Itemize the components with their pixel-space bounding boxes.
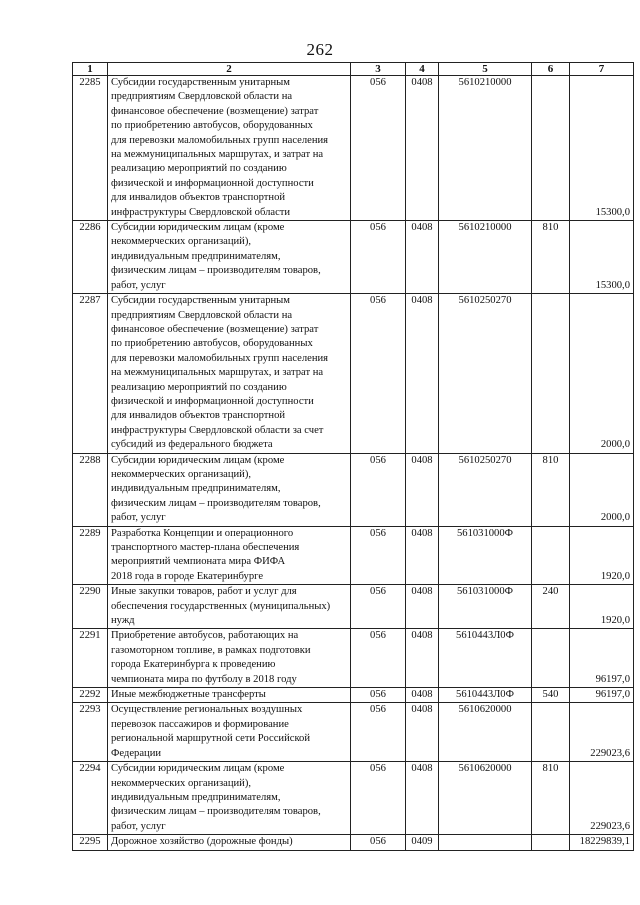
item-name-line: реализацию мероприятий по созданию	[111, 163, 287, 175]
row-number-cell: 2295	[73, 835, 108, 850]
page-number: 262	[306, 40, 334, 59]
item-name-line: работ, услуг	[111, 820, 166, 832]
item-name-line: Субсидии государственным унитарным	[111, 295, 290, 307]
target-article-cell	[439, 835, 532, 850]
item-name-line: Субсидии юридическим лицам (кроме	[111, 454, 285, 466]
target-article-cell: 5610443Л0Ф	[439, 688, 532, 703]
row-number-cell: 2286	[73, 221, 108, 294]
ministry-code-cell: 056	[351, 221, 406, 294]
table-row	[73, 526, 634, 585]
ministry-code-cell: 056	[351, 453, 406, 526]
row-number-cell: 2285	[73, 76, 108, 221]
table-row	[73, 221, 634, 294]
item-name-line: физической и информационной доступности	[111, 177, 314, 189]
item-name-line: предприятиям Свердловской области на	[111, 309, 293, 321]
item-name-line: инфраструктуры Свердловской области за счет	[111, 424, 324, 436]
target-article-cell: 5610210000	[439, 221, 532, 294]
ministry-code-cell: 056	[351, 76, 406, 221]
table-body	[73, 76, 634, 851]
expense-type-cell: 240	[532, 585, 570, 629]
item-name-line: работ, услуг	[111, 512, 166, 524]
amount-cell: 15300,0	[570, 76, 634, 221]
amount-cell: 2000,0	[570, 294, 634, 453]
target-article-cell: 5610620000	[439, 703, 532, 762]
header-row	[73, 63, 634, 76]
table-row	[73, 762, 634, 835]
item-name-line: финансовое обеспечение (возмещение) затрат	[111, 323, 319, 335]
column-header-4: 4	[406, 63, 439, 76]
item-name-line: нужд	[111, 615, 135, 627]
row-number-cell: 2288	[73, 453, 108, 526]
target-article-cell: 5610620000	[439, 762, 532, 835]
target-article-cell: 561031000Ф	[439, 526, 532, 585]
item-name-line: финансовое обеспечение (возмещение) затрат	[111, 105, 319, 117]
item-name-cell	[108, 76, 351, 221]
section-code-cell: 0408	[406, 76, 439, 221]
item-name-line: Иные межбюджетные трансферты	[111, 689, 266, 701]
item-name-line: транспортного мастер-плана обеспечения	[111, 542, 300, 553]
item-name-line: на межмуниципальных маршрутах, и затрат на	[111, 149, 324, 161]
expense-type-cell: 810	[532, 221, 570, 294]
item-name-line: 2018 года в городе Екатеринбурге	[111, 570, 264, 582]
item-name-line: мероприятий чемпионата мира ФИФА	[111, 556, 286, 568]
item-name-line: некоммерческих организаций),	[111, 468, 252, 480]
section-code-cell: 0408	[406, 703, 439, 762]
ministry-code-cell: 056	[351, 526, 406, 585]
expense-type-cell	[532, 294, 570, 453]
item-name-line: некоммерческих организаций),	[111, 777, 252, 789]
table-row	[73, 294, 634, 453]
amount-cell: 229023,6	[570, 703, 634, 762]
section-code-cell: 0408	[406, 453, 439, 526]
item-name-line: некоммерческих организаций),	[111, 236, 252, 248]
item-name-line: индивидуальным предпринимателям,	[111, 791, 281, 803]
section-code-cell: 0408	[406, 221, 439, 294]
ministry-code-cell: 056	[351, 629, 406, 688]
item-name-cell	[108, 762, 351, 835]
item-name-line: физической и информационной доступности	[111, 395, 314, 407]
item-name-line: Осуществление региональных воздушных	[111, 704, 303, 716]
column-header-5: 5	[439, 63, 532, 76]
target-article-cell: 561031000Ф	[439, 585, 532, 629]
row-number-cell: 2289	[73, 526, 108, 585]
column-header-1: 1	[73, 63, 108, 76]
expense-type-cell: 810	[532, 453, 570, 526]
item-name-line: Иные закупки товаров, работ и услуг для	[111, 586, 297, 598]
section-code-cell: 0408	[406, 585, 439, 629]
item-name-line: Субсидии юридическим лицам (кроме	[111, 222, 285, 234]
amount-cell: 229023,6	[570, 762, 634, 835]
row-number-cell: 2293	[73, 703, 108, 762]
item-name-cell	[108, 629, 351, 688]
target-article-cell: 5610250270	[439, 453, 532, 526]
item-name-cell	[108, 294, 351, 453]
section-code-cell: 0408	[406, 629, 439, 688]
column-header-3: 3	[351, 63, 406, 76]
item-name-line: индивидуальным предпринимателям,	[111, 250, 281, 262]
expense-type-cell	[532, 526, 570, 585]
expense-type-cell	[532, 703, 570, 762]
item-name-cell	[108, 703, 351, 762]
item-name-line: Субсидии юридическим лицам (кроме	[111, 763, 285, 775]
expense-type-cell	[532, 629, 570, 688]
item-name-line: чемпионата мира по футболу в 2018 году	[111, 673, 297, 685]
item-name-line: по приобретению автобусов, оборудованных	[111, 338, 313, 350]
item-name-line: города Екатеринбурга к проведению	[111, 659, 276, 671]
row-number-cell: 2287	[73, 294, 108, 453]
table-row	[73, 76, 634, 221]
section-code-cell: 0408	[406, 294, 439, 453]
table-row	[73, 688, 634, 703]
section-code-cell: 0409	[406, 835, 439, 850]
target-article-cell: 5610443Л0Ф	[439, 629, 532, 688]
ministry-code-cell: 056	[351, 585, 406, 629]
expense-type-cell: 540	[532, 688, 570, 703]
amount-cell: 18229839,1	[570, 835, 634, 850]
expense-type-cell	[532, 76, 570, 221]
item-name-cell	[108, 453, 351, 526]
column-header-7: 7	[570, 63, 634, 76]
row-number-cell: 2294	[73, 762, 108, 835]
row-number-cell: 2292	[73, 688, 108, 703]
target-article-cell: 5610250270	[439, 294, 532, 453]
section-code-cell: 0408	[406, 526, 439, 585]
budget-table	[72, 62, 634, 851]
item-name-line: на межмуниципальных маршрутах, и затрат на	[111, 367, 324, 379]
item-name-cell	[108, 585, 351, 629]
table-row	[73, 703, 634, 762]
item-name-cell	[108, 835, 351, 850]
item-name-line: Дорожное хозяйство (дорожные фонды)	[111, 836, 293, 848]
column-header-6: 6	[532, 63, 570, 76]
section-code-cell: 0408	[406, 688, 439, 703]
ministry-code-cell: 056	[351, 703, 406, 762]
item-name-line: физическим лицам – производителям товаров,	[111, 497, 321, 509]
item-name-cell	[108, 688, 351, 703]
expense-type-cell	[532, 835, 570, 850]
item-name-line: физическим лицам – производителям товаров,	[111, 265, 321, 277]
ministry-code-cell: 056	[351, 835, 406, 850]
item-name-line: инфраструктуры Свердловской области	[111, 206, 291, 218]
amount-cell: 2000,0	[570, 453, 634, 526]
table-row	[73, 629, 634, 688]
item-name-line: Разработка Концепции и операционного	[111, 527, 294, 539]
item-name-line: Субсидии государственным унитарным	[111, 77, 290, 88]
item-name-line: для инвалидов объектов транспортной	[111, 192, 286, 204]
row-number-cell: 2291	[73, 629, 108, 688]
item-name-line: физическим лицам – производителям товаров,	[111, 806, 321, 818]
amount-cell: 96197,0	[570, 688, 634, 703]
ministry-code-cell: 056	[351, 294, 406, 453]
amount-cell: 96197,0	[570, 629, 634, 688]
item-name-line: предприятиям Свердловской области на	[111, 91, 293, 103]
item-name-cell	[108, 526, 351, 585]
column-header-2: 2	[108, 63, 351, 76]
section-code-cell: 0408	[406, 762, 439, 835]
item-name-line: субсидий из федерального бюджета	[111, 439, 273, 451]
target-article-cell: 5610210000	[439, 76, 532, 221]
ministry-code-cell: 056	[351, 688, 406, 703]
item-name-line: работ, услуг	[111, 279, 166, 291]
item-name-line: для перевозки маломобильных групп населения	[111, 134, 329, 146]
item-name-line: перевозок пассажиров и формирование	[111, 718, 289, 730]
table-row	[73, 585, 634, 629]
item-name-line: по приобретению автобусов, оборудованных	[111, 120, 313, 132]
amount-cell: 1920,0	[570, 526, 634, 585]
item-name-line: газомоторном топливе, в рамках подготовки	[111, 644, 311, 656]
item-name-cell	[108, 221, 351, 294]
table-row	[73, 835, 634, 850]
item-name-line: для инвалидов объектов транспортной	[111, 410, 286, 422]
item-name-line: региональной маршрутной сети Российской	[111, 733, 311, 745]
amount-cell: 1920,0	[570, 585, 634, 629]
item-name-line: для перевозки маломобильных групп населения	[111, 352, 329, 364]
item-name-line: обеспечения государственных (муниципальных)	[111, 600, 331, 612]
amount-cell: 15300,0	[570, 221, 634, 294]
row-number-cell: 2290	[73, 585, 108, 629]
item-name-line: Федерации	[111, 747, 162, 759]
table-row	[73, 453, 634, 526]
item-name-line: реализацию мероприятий по созданию	[111, 381, 287, 393]
item-name-line: Приобретение автобусов, работающих на	[111, 630, 299, 642]
item-name-line: индивидуальным предпринимателям,	[111, 483, 281, 495]
ministry-code-cell: 056	[351, 762, 406, 835]
expense-type-cell: 810	[532, 762, 570, 835]
